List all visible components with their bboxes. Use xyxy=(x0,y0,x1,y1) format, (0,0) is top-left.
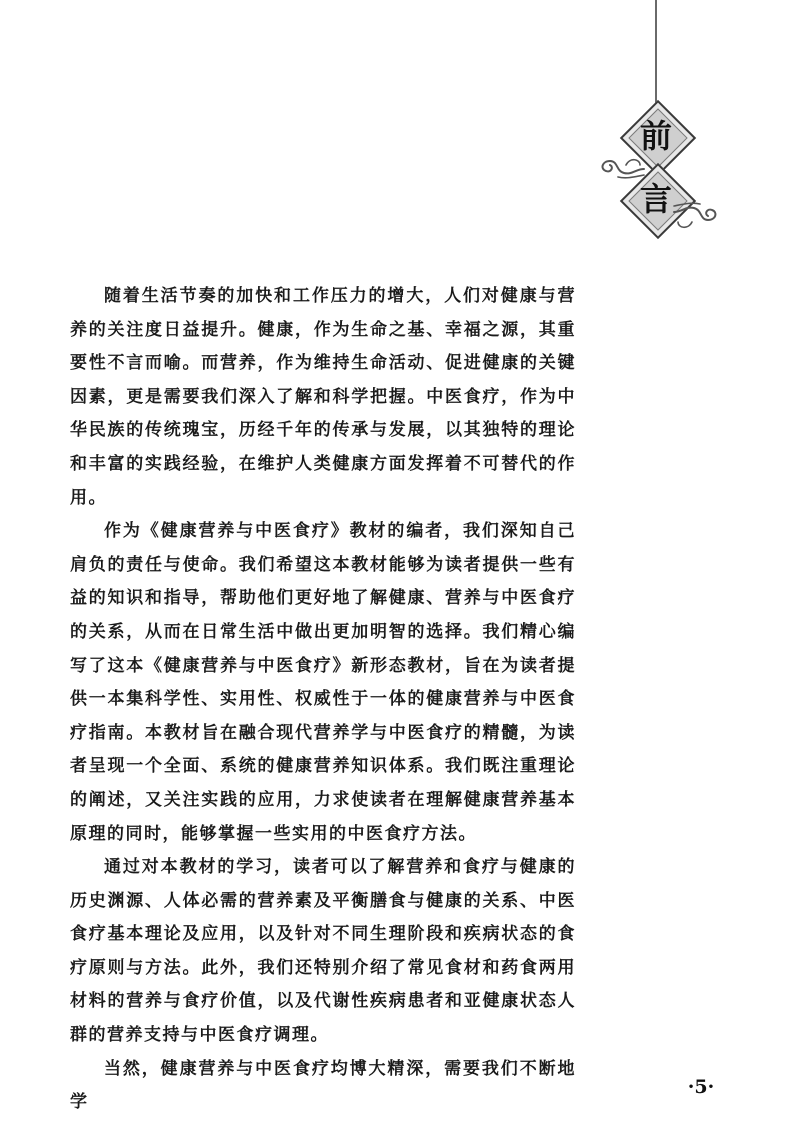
paragraph-2: 作为《健康营养与中医食疗》教材的编者，我们深知自己肩负的责任与使命。我们希望这本教材能够为读者提供一些有益的知识和指导，帮助他们更好地了解健康、营养与中医食疗的关系，从而在日常生活中做出更加明智的选择。我们精心编写了这本《健康营养与中医食疗》新形态教材，旨在为读者提供一本集科学性、实用性、权威性于一体的健康营养与中医食疗指南。本教材旨在融合现代营养学与中医食疗的精髓，为读者呈现一个全面、系统的健康营养知识体系。我们既注重理论的阐述，又关注实践的应用，力求使读者在理解健康营养基本原理的同时，能够掌握一些实用的中医食疗方法。 xyxy=(70,521,576,844)
title-second-char: 言 xyxy=(639,180,672,218)
page-number: ·5· xyxy=(687,1076,715,1098)
paragraph-3: 通过对本教材的学习，读者可以了解营养和食疗与健康的历史渊源、人体必需的营养素及平衡膳食与健康的关系、中医食疗基本理论及应用，以及针对不同生理阶段和疾病状态的食疗原则与方法。此外，我们还特别介绍了常见食材和药食两用材料的营养与食疗价值，以及代谢性疾病患者和亚健康状态人群的营养支持与中医食疗调理。 xyxy=(70,857,576,1046)
title-first-char: 前 xyxy=(639,117,672,155)
paragraph-4: 当然，健康营养与中医食疗均博大精深，需要我们不断地学 xyxy=(70,1058,576,1113)
preface-body xyxy=(70,280,576,1120)
hanging-line xyxy=(655,0,657,104)
paragraph-1: 随着生活节奏的加快和工作压力的增大，人们对健康与营养的关注度日益提升。健康，作为生命之基、幸福之源，其重要性不言而喻。而营养，作为维持生命活动、促进健康的关键因素，更是需要我们深入了解和科学把握。中医食疗，作为中华民族的传统瑰宝，历经千年的传承与发展，以其独特的理论和丰富的实践经验，在维护人类健康方面发挥着不可替代的作用。 xyxy=(70,286,576,508)
